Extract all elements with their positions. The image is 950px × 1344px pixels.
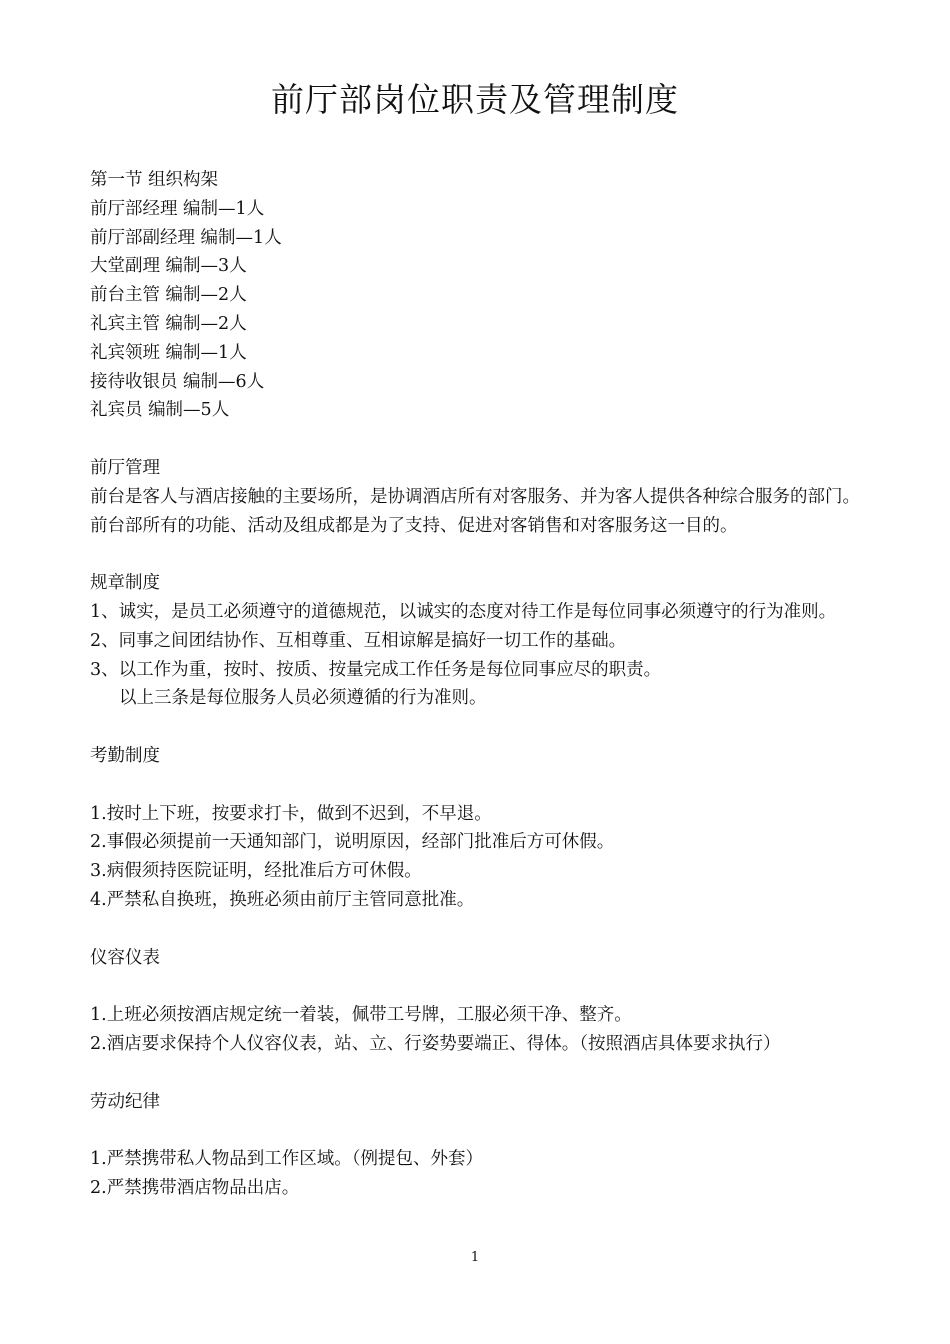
staffing-line: 礼宾员 编制—5人 xyxy=(90,400,230,421)
section-heading-labor-discipline: 劳动纪律 xyxy=(90,1091,160,1112)
section-spacer xyxy=(90,771,870,800)
rule-item: 3、以工作为重，按时、按质、按量完成工作任务是每位同事应尽的职责。 xyxy=(90,659,662,680)
discipline-item: 1.严禁携带私人物品到工作区域。（例提包、外套） xyxy=(90,1149,483,1170)
discipline-item: 2.严禁携带酒店物品出店。 xyxy=(90,1177,300,1198)
attendance-item: 1.按时上下班，按要求打卡，做到不迟到，不早退。 xyxy=(90,803,492,824)
staffing-line: 礼宾主管 编制—2人 xyxy=(90,313,247,334)
rule-item: 1、诚实，是员工必须遵守的道德规范，以诚实的态度对待工作是每位同事必须遵守的行为准则。 xyxy=(90,601,837,622)
document-body xyxy=(90,166,870,1203)
section-spacer xyxy=(90,540,870,569)
document-title: 前厅部岗位职责及管理制度 xyxy=(271,80,679,119)
staffing-line: 大堂副理 编制—3人 xyxy=(90,256,247,277)
attendance-item: 2.事假必须提前一天通知部门，说明原因，经部门批准后方可休假。 xyxy=(90,832,615,853)
section-heading-attendance: 考勤制度 xyxy=(90,745,160,766)
page-number: 1 xyxy=(470,1250,480,1265)
rules-note: 以上三条是每位服务人员必须遵循的行为准则。 xyxy=(119,688,487,709)
front-office-paragraph: 前台是客人与酒店接触的主要场所，是协调酒店所有对客服务、并为客人提供各种综合服务的部门。前台部所有的功能、活动及组成都是为了支持、促进对客销售和对客服务这一目的。 xyxy=(90,486,860,536)
staffing-line: 礼宾领班 编制—1人 xyxy=(90,342,247,363)
appearance-item: 1.上班必须按酒店规定统一着装，佩带工号牌，工服必须干净、整齐。 xyxy=(90,1005,632,1026)
staffing-line: 接待收银员 编制—6人 xyxy=(90,371,265,392)
section-heading-appearance: 仪容仪表 xyxy=(90,947,160,968)
staffing-line: 前厅部经理 编制—1人 xyxy=(90,198,265,219)
section-heading-front-office: 前厅管理 xyxy=(90,457,160,478)
section-spacer xyxy=(90,425,870,454)
section-heading-org-structure: 第一节 组织构架 xyxy=(90,170,219,190)
section-spacer xyxy=(90,1116,870,1145)
appearance-item: 2.酒店要求保持个人仪容仪表，站、立、行姿势要端正、得体。（按照酒店具体要求执行） xyxy=(90,1033,781,1054)
section-spacer xyxy=(90,972,870,1001)
section-spacer xyxy=(90,713,870,742)
rule-item: 2、同事之间团结协作、互相尊重、互相谅解是搞好一切工作的基础。 xyxy=(90,630,627,651)
staffing-line: 前台主管 编制—2人 xyxy=(90,285,247,306)
section-spacer xyxy=(90,915,870,944)
attendance-item: 3.病假须持医院证明，经批准后方可休假。 xyxy=(90,861,422,882)
section-spacer xyxy=(90,1059,870,1088)
section-heading-rules: 规章制度 xyxy=(90,573,160,594)
staffing-line: 前厅部副经理 编制—1人 xyxy=(90,227,282,248)
attendance-item: 4.严禁私自换班，换班必须由前厅主管同意批准。 xyxy=(90,889,475,910)
